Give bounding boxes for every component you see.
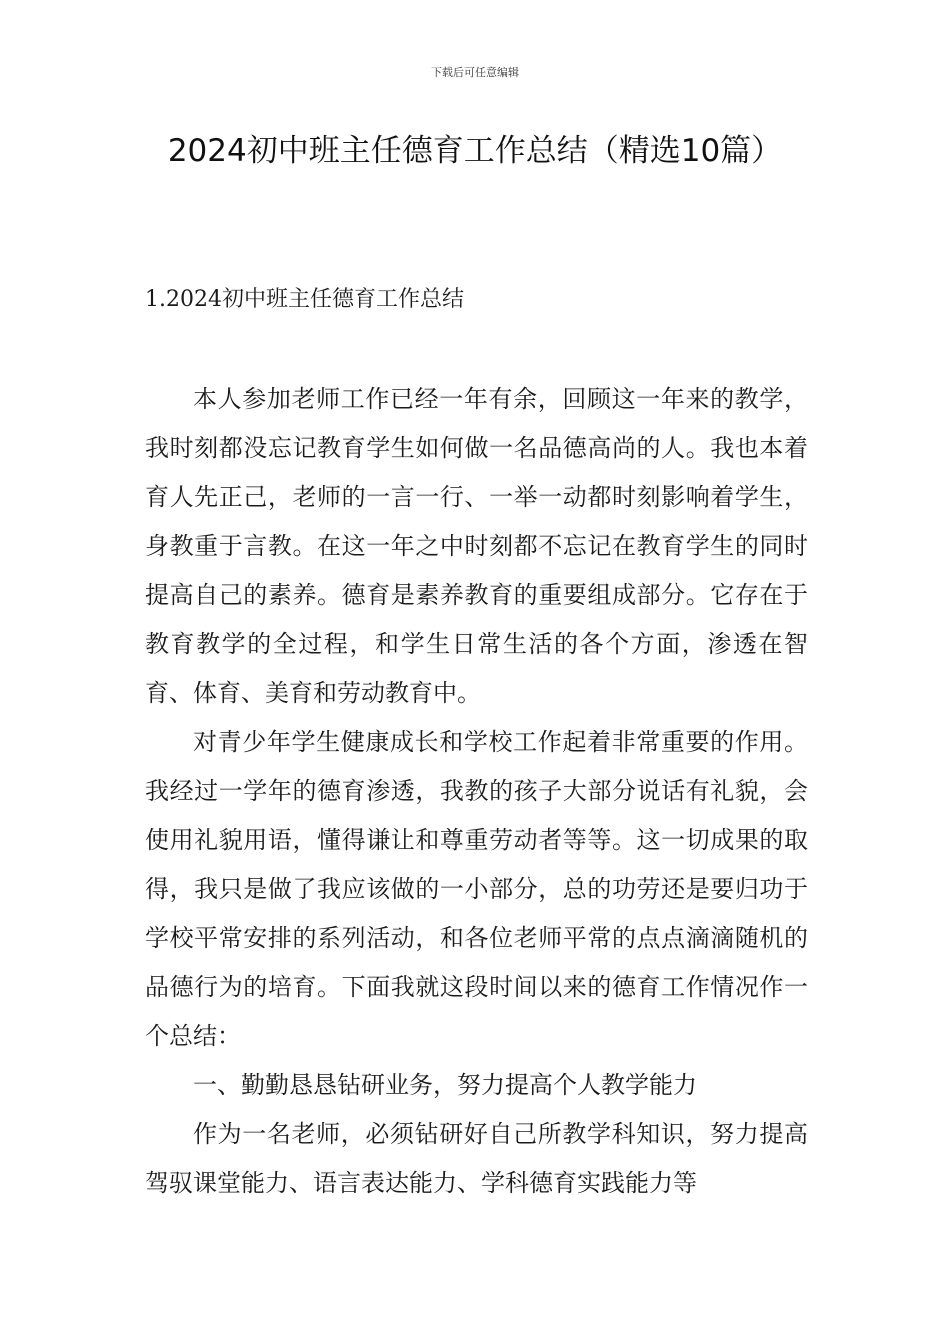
document-body xyxy=(145,375,808,1208)
paragraph: 本人参加老师工作已经一年有余，回顾这一年来的教学，我时刻都没忘记教育学生如何做一名品德高尚的人。我也本着育人先正己，老师的一言一行、一举一动都时刻影响着学生，身教重于言教。在这一年之中时刻都不忘记在教育学生的同时提高自己的素养。德育是素养教育的重要组成部分。它存在于教育教学的全过程，和学生日常生活的各个方面，渗透在智育、体育、美育和劳动教育中。 xyxy=(145,385,808,707)
subheading-paragraph: 一、勤勤恳恳钻研业务，努力提高个人教学能力 xyxy=(193,1071,697,1099)
document-title: 2024初中班主任德育工作总结（精选10篇） xyxy=(167,133,783,169)
paragraph: 对青少年学生健康成长和学校工作起着非常重要的作用。我经过一学年的德育渗透，我教的孩子大部分说话有礼貌，会使用礼貌用语，懂得谦让和尊重劳动者等等。这一切成果的取得，我只是做了我应该做的一小部分，总的功劳还是要归功于学校平常安排的系列活动，和各位老师平常的点点滴滴随机的品德行为的培育。下面我就这段时间以来的德育工作情况作一个总结： xyxy=(145,728,808,1050)
download-note: 下载后可任意编辑 xyxy=(431,66,519,79)
paragraph: 作为一名老师，必须钻研好自己所教学科知识，努力提高驾驭课堂能力、语言表达能力、学科德育实践能力等 xyxy=(145,1120,808,1197)
section-heading: 1.2024初中班主任德育工作总结 xyxy=(145,287,464,312)
